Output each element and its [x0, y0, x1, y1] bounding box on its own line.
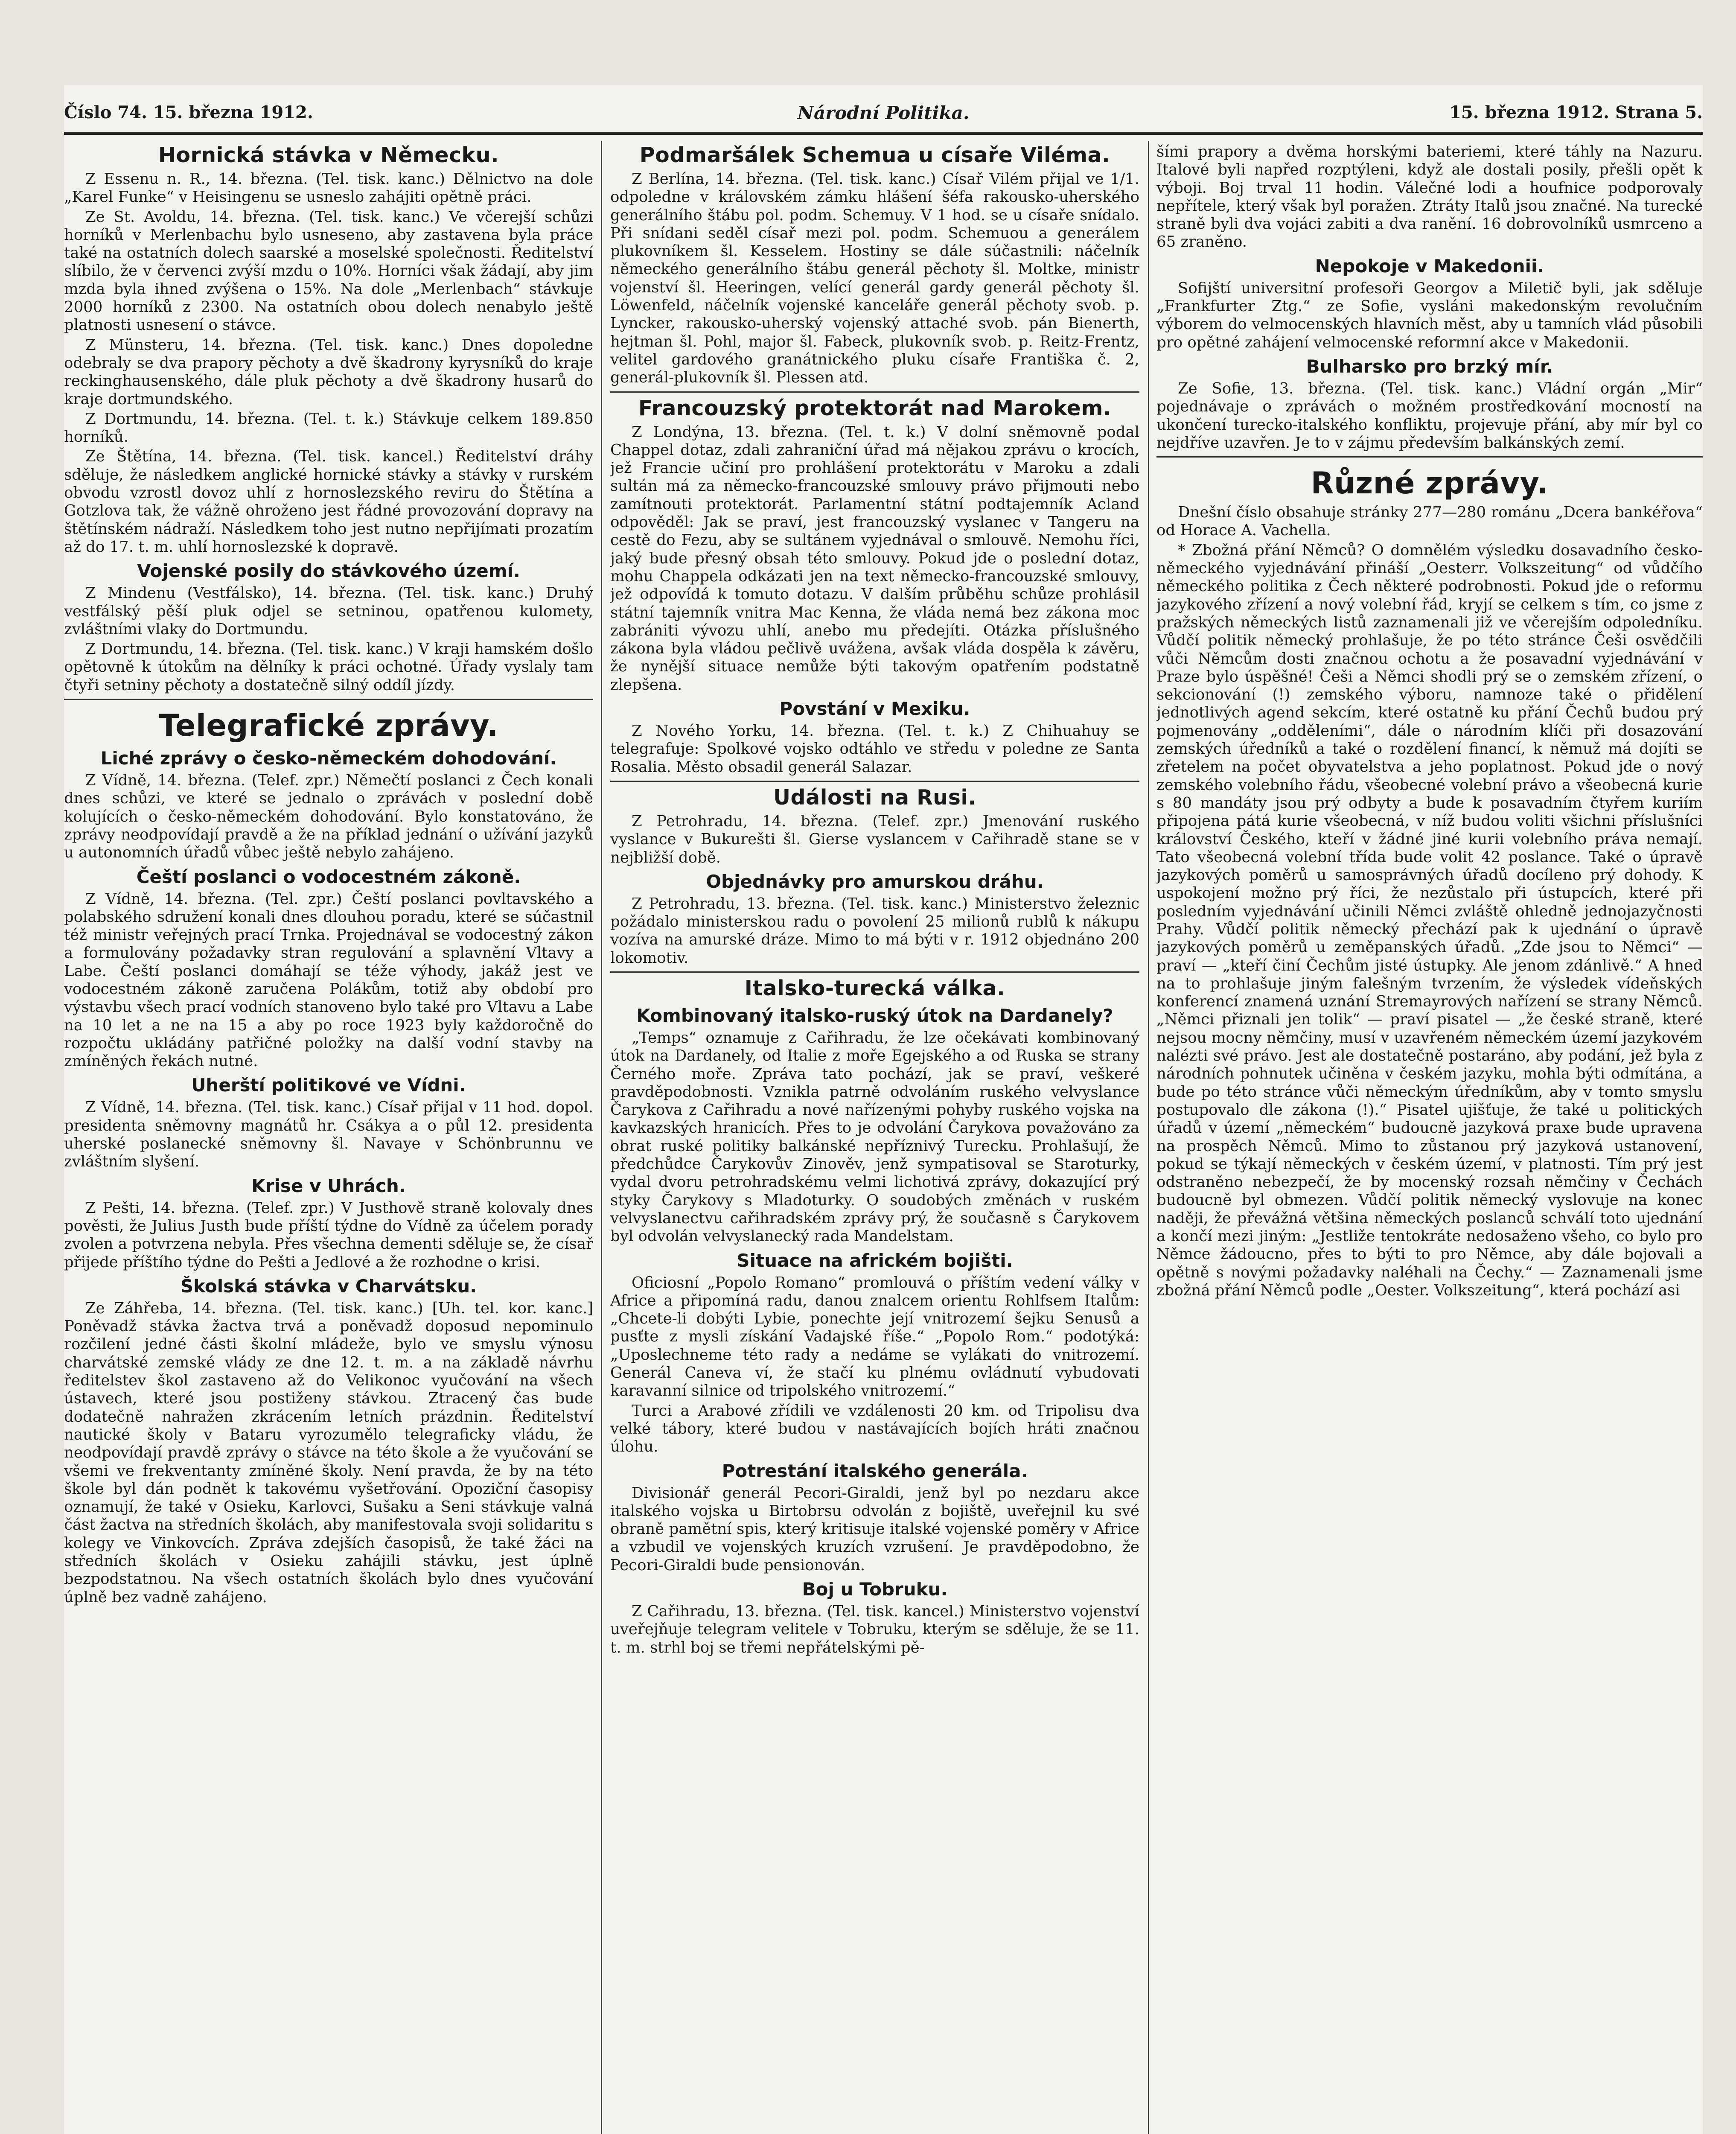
article-subheadline: Bulharsko pro brzký mír. [1306, 356, 1553, 377]
newspaper-page [64, 85, 1703, 2134]
article-paragraph: šími prapory a dvěma horskými bateriemi, které táhly na Nazuru. Italové byli napřed rozptýleni, když ale dostali posily, přešli opět k výboji. Boj trval 11 hodin. Válečné lodi a houfnice podporovaly nepřítele, který však byl poražen. Ztráty Italů jsou značné. Na turecké straně byli dva vojáci zabiti a dva ranění. 16 dobrovolníků usmrceno a 65 zraněno. [1156, 143, 1703, 251]
article-subheadline: Povstání v Mexiku. [779, 698, 970, 720]
article-subheadline: Boj u Tobruku. [802, 1579, 948, 1600]
article-paragraph: Turci a Arabové zřídili ve vzdálenosti 20 km. od Tripolisu dva velké tábory, které budou v nastávajících bojích hráti značnou úlohu. [610, 1402, 1139, 1456]
top-rule [64, 132, 1703, 135]
article-subheadline: Krise v Uhrách. [251, 1175, 406, 1196]
article-paragraph: Z Vídně, 14. března. (Telef. zpr.) Němečtí poslanci z Čech konali dnes schůzi, ve které se jednalo o zprávách v poslední době kolujících o česko-německém dohodování. Bylo konstatováno, že zprávy neodpovídají pravdě a že na příklad jednání o užívání jazyků u autonomních úřadů vůbec ještě nebylo zahájeno. [64, 772, 593, 862]
article-subheadline: Nepokoje v Makedonii. [1315, 255, 1544, 277]
column-divider [1148, 141, 1149, 2134]
article-subheadline: Uherští politikové ve Vídni. [191, 1075, 466, 1096]
article-paragraph: * Zbožná přání Němců? O domnělém výsledku dosavadního česko-německého vyjednávání přináší „Oesterr. Volkszeitung“ od vůdčího německého politika z Čech některé podrobnosti. Pokud jde o reformu jazykového zřízení a nový volební řád, kryjí se celkem s tím, co jsme z pražských německých listů zaznamenali již ve včerejším odpoledníku. Vůdčí politik německý prohlašuje, že po této stránce Češi osvědčili vůči Němcům dosti značnou ochotu a že posavadní vyjednávání v Praze bylo úspěšné! Češi a Němci shodli prý se o zemském zřízení, o sekcionování (!) zemského výboru, namnoze také o přidělení jednotlivých agend sekcím, které ostatně ku přání Čechů budou prý pojmenovány „odděleními“, dále o národním klíči při dosazování zemských úředníků a také o rozdělení financí, k němuž má dojíti se zřetelem na počet obyvatelstva a jeho poplatnost. Pokud jde o nový zemského volebního řádu, všeobecné volební právo a všeobecná kurie s 80 mandáty jsou prý odbyty a bude k posavadním čtyřem kuriím připojena pátá kurie všeobecná, v níž budou voliti všichni příslušníci království Českého, kteří v žádné jiné kurii volebního práva nemají. Tato všeobecná volební třída bude volit 42 poslance. Také o úpravě jazykových poměrů u samosprávných úřadů docíleno prý dohody. K uspokojení možno prý říci, že nezůstalo při ústupcích, které při posledním vyjednávání učinili Němci zvláště ohledně jednojazyčnosti Prahy. Vůdčí politik německý přechází pak k ujednání o úpravě jazykových poměrů u zeměpanských úřadů. „Zde jsou to Němci“ — praví — „kteří činí Čechům jisté ústupky. Ale jenom zdánlivě.“ A hned na to prohlašuje jiným falešným tvrzením, že výsledek vídeňských konferencí znamená uznání Stremayrových nařízení se strany Němců. „Němci přiznali jen tolik“ — praví pisatel — „že české straně, které nejsou mocny němčiny, musí v uzavřeném německém území jazykovém nalézti své právo. Jest ale dostatečně postaráno, aby podání, jež byla z národních pohnutek učiněna v českém jazyku, mohla býti odmítána, a bude po této stránce vůči německým úředníkům, aby v tomto smyslu postupovalo dle zákona (!).“ Pisatel ujišťuje, že také u politických úřadů v území „německém“ budoucně jazyková praxe bude upravena na prospěch Němců. Mimo to zůstanou prý jazyková ustanovení, pokud se týkají německých v českém území, v platnosti. Tím prý jest odstraněno nebezpečí, že by mocenský rozsah němčiny v Čechách budoucně byl obmezen. Vůdčí politik německý vyslovuje na konec naději, že převážná většina německých poslanců schválí toto ujednání a končí mezi jiným: „Jestliže tentokráte nedosaženo všeho, co bylo pro Němce žádoucno, přes to býti to pro Němce, aby dále bojovali a opětně s novými požadavky naléhali na Čechy.“ — Zaznamenali jsme zbožná přání Němců podle „Oester. Volkszeitung“, která pochází asi [1156, 541, 1703, 1299]
article-paragraph: Oficiosní „Popolo Romano“ promlouvá o příštím vedení války v Africe a připomíná radu, danou znalcem orientu Rohlfsem Italům: „Chcete-li dobýti Lybie, ponechte její vnitrozemí šejku Senusů a pusťte z mysli získání Vadajské říše.“ „Popolo Rom.“ podotýká: „Uposlechneme této rady a nedáme se vylákati do vnitrozemí. Generál Caneva ví, že stačí ku plnému ovládnutí vybudovati karavanní silnice od tripolského vnitrozemí.“ [610, 1274, 1139, 1400]
column-3 [1156, 143, 1703, 2134]
article-paragraph: Z Vídně, 14. března. (Tel. tisk. kanc.) Císař přijal v 11 hod. dopol. presidenta sněmovny magnátů hr. Csákya a o půl 12. presidenta uherské poslanecké sněmovny šl. Navaye v Schönbrunnu ve zvláštním slyšení. [64, 1099, 593, 1171]
column-1 [64, 143, 593, 2134]
article-paragraph: Z Münsteru, 14. března. (Tel. tisk. kanc.) Dnes dopoledne odebraly se dva prapory pěchoty a dvě škadrony kyrysníků do kraje reckinghausenského, dále pluk pěchoty a dvě škadrony husarů do kraje dortmundského. [64, 336, 593, 408]
article-subheadline: Situace na africkém bojišti. [737, 1250, 1013, 1271]
article-paragraph: Ze St. Avoldu, 14. března. (Tel. tisk. kanc.) Ve včerejší schůzi horníků v Merlenbachu bylo usneseno, aby zastavena byla práce také na ostatních dolech saarské a moselské společnosti. Ředitelství slíbilo, že v červenci zvýší mzdu o 10%. Horníci však žádají, aby jim mzda byla ihned zvýšena o 15%. Na dole „Merlenbach“ stávkuje 2000 horníků z 2300. Na ostatních obou dolech nenabylo ještě platnosti usnesení o stávce. [64, 208, 593, 334]
page-date-number: 15. března 1912. Strana 5. [1449, 102, 1703, 122]
article-paragraph: Ze Záhřeba, 14. března. (Tel. tisk. kanc.) [Uh. tel. kor. kanc.] Poněvadž stávka žactva trvá a poněvadž doposud nepominulo rozčilení jedné části školní mládeže, bylo ve smyslu výnosu charvátské zemské vlády ze dne 12. t. m. a na základě návrhu ředitelstev škol zastaveno až do Velikonoc vyučování na všech ústavech, které jsou postiženy stávkou. Ztracený čas bude dodatečně nahražen zkrácením letních prázdnin. Ředitelství nautické školy v Bataru vyrozumělo telegraficky vládu, že neodpovídají pravdě zprávy o stávce na této škole a že vyučování se všemi ve frekventanty zmíněné školy. Není pravda, že by na této škole byl dán podnět k takovému vyšetřování. Opoziční časopisy oznamují, že také v Osieku, Karlovci, Sušaku a Seni stávkuje valná část žactva na středních školách, aby manifestovala svoji solidaritu s kolegy ve Vinkovcích. Zpráva zdejších časopisů, že také žáci na středních školách v Osieku zahájili stávku, jest úplně bezpodstatnou. Na všech ostatních školách bylo dnes vyučování úplně bez vadně zahájeno. [64, 1299, 593, 1606]
article-paragraph: Z Dortmundu, 14. března. (Tel. t. k.) Stávkuje celkem 189.850 horníků. [64, 410, 593, 446]
newspaper-title: Národní Politika. [797, 102, 970, 123]
column-2 [610, 143, 1139, 2134]
article-paragraph: Sofijští universitní profesoři Georgov a Miletič byli, jak sděluje „Frankfurter Ztg.“ ze Sofie, vysláni makedonským revolučním výborem do velmocenských hlavních měst, aby u tamních vlád působili pro opětné zahájení velmocenské reformní akce v Makedonii. [1156, 279, 1703, 351]
article-paragraph: Z Nového Yorku, 14. března. (Tel. t. k.) Z Chihuahuy se telegrafuje: Spolkové vojsko odtáhlo ve středu v poledne ze Santa Rosalia. Město obsadil generál Salazar. [610, 722, 1139, 776]
article-paragraph: Dnešní číslo obsahuje stránky 277—280 románu „Dcera bankéřova“ od Horace A. Vachella. [1156, 504, 1703, 539]
article-paragraph: Z Petrohradu, 13. března. (Tel. tisk. kanc.) Ministerstvo železnic požádalo ministerskou radu o povolení 25 milionů rublů k nákupu vozíva na amurské dráze. Mimo to má býti v r. 1912 objednáno 200 lokomotiv. [610, 895, 1139, 967]
article-paragraph: „Temps“ oznamuje z Cařihradu, že lze očekávati kombinovaný útok na Dardanely, od Italie z moře Egejského a od Ruska se strany Černého moře. Zpráva tato pochází, jak se praví, veškeré pravděpodobnosti. Vznikla patrně odvoláním ruského velvyslance Čarykova z Cařihradu a nové nařízenými pohyby ruského vojska na kavkazských hranicích. Přes to je odvolání Čarykova považováno za obrat ruské politiky balkánské nepříznivý Turecku. Prohlašují, že předchůdce Čarykovův Zinověv, jenž sympatisoval se Staroturky, vydal dvoru petrohradskému velmi lichotivá zprávy, dokazující prý styky Čarykovy s Mladoturky. O soudobých změnách v ruském velvyslanectvu cařihradském zprávy prý, že současně s Čarykovem byl odvolán velvyslanecký rada Mandelstam. [610, 1029, 1139, 1245]
article-subheadline: Potrestání italského generála. [722, 1460, 1028, 1481]
article-paragraph: Z Dortmundu, 14. března. (Tel. tisk. kanc.) V kraji hamském došlo opětovně k útokům na dělníky k práci ochotné. Úřady vyslaly tam čtyři setniny pěchoty a dostatečně silný oddíl jízdy. [64, 640, 593, 694]
article-subheadline: Objednávky pro amurskou dráhu. [706, 871, 1044, 892]
article-headline: Italsko-turecká válka. [744, 976, 1005, 1000]
article-headline: Francouzský protektorát nad Marokem. [638, 396, 1112, 420]
article-subheadline: Vojenské posily do stávkového území. [137, 560, 520, 582]
article-paragraph: Z Cařihradu, 13. března. (Tel. tisk. kancel.) Ministerstvo vojenství uveřejňuje telegram velitele v Tobruku, kterým se sděluje, že se 11. t. m. strhl boj se třemi nepřátelskými pě- [610, 1603, 1139, 1656]
article-subheadline: Čeští poslanci o vodocestném zákoně. [136, 866, 521, 887]
section-rule [64, 699, 593, 700]
article-paragraph: Z Essenu n. R., 14. března. (Tel. tisk. kanc.) Dělnictvo na dole „Karel Funke“ v Heisingenu se usneslo zahájiti opětně práci. [64, 170, 593, 206]
section-rule [1156, 456, 1703, 458]
article-paragraph: Z Londýna, 13. března. (Tel. t. k.) V dolní sněmovně podal Chappel dotaz, zdali zahraniční úřad má nějakou zprávu o krocích, jež Francie učiní pro prohlášení protektorátu v Maroku a zdali sultán má za německo-francouzské smlouvy právo přijmouti nebo zamítnouti protektorát. Parlamentní státní podtajemník Acland odpověděl: Jak se praví, jest francouzský vyslanec v Tangeru na cestě do Fezu, aby se sultánem vyjednával o smlouvě. Nemohu říci, jaký bude přesný obsah této smlouvy. Pokud jde o poslední dotaz, mohu Chappela odkázati jen na text německo-francouzské smlouvy, jež odpovídá k tomuto dotazu. V dalším průběhu schůze prohlásil státní tajemník vnitra Mac Kenna, že vláda nemá bez zákona moc zabrániti vývozu uhlí, anebo mu předejíti. Otázka příslušného zákona byla vládou pečlivě uvážena, avšak vláda dospěla k závěru, že nynější situace nemůže býti takovým opatřením podstatně zlepšena. [610, 423, 1139, 694]
issue-number-date: Číslo 74. 15. března 1912. [64, 102, 313, 122]
article-paragraph: Divisionář generál Pecori-Giraldi, jenž byl po nezdaru akce italského vojska u Birtobrsu odvolán z bojiště, uveřejnil ku své obraně pamětní spis, který kritisuje italské vojenské poměry v Africe a vzbudil ve vojenských kruzích vzrušení. Je pravděpodobno, že Pecori-Giraldi bude pensionován. [610, 1484, 1139, 1574]
article-headline: Různé zprávy. [1311, 466, 1549, 501]
article-paragraph: Z Berlína, 14. března. (Tel. tisk. kanc.) Císař Vilém přijal ve 1/1. odpoledne v královském zámku hlášení šéfa rakousko-uherského generálního štábu pol. podm. Schemuy. V 1 hod. se u císaře snídalo. Při snídani seděl císař mezi pol. podm. Schemuou a generálem plukovníkem šl. Kesselem. Hostiny se dále súčastnili: náčelník německého generálního štábu generál pěchoty šl. Moltke, ministr vojenství šl. Heeringen, velící generál gardy generál pěchoty šl. Löwenfeld, náčelník vojenské kanceláře generál pěchoty svob. p. Lyncker, rakousko-uherský vojenský attaché svob. pán Bienerth, hejtman šl. Pohl, major šl. Fabeck, plukovník svob. p. Reitz-Frentz, velitel gardového granátnického pluku císaře Františka č. 2, generál-plukovník šl. Plessen atd. [610, 170, 1139, 387]
section-rule [610, 391, 1139, 393]
article-paragraph: Z Pešti, 14. března. (Telef. zpr.) V Justhově straně kolovaly dnes pověsti, že Julius Justh bude příští týdne do Vídně za účelem porady zvolen a potvrzena nebyla. Přes všechna dementi sděluje se, že císař přijede příštího týdne do Pešti a Jedlové a že rozhodne o krisi. [64, 1199, 593, 1271]
article-headline: Podmaršálek Schemua u císaře Viléma. [639, 143, 1110, 167]
article-subheadline: Liché zprávy o česko-německém dohodování. [100, 748, 557, 769]
masthead [64, 98, 1703, 132]
article-subheadline: Kombinovaný italsko-ruský útok na Dardanely? [636, 1005, 1113, 1026]
article-paragraph: Ze Štětína, 14. března. (Tel. tisk. kancel.) Ředitelství dráhy sděluje, že následkem anglické hornické stávky a stávky v rurském obvodu vzrostl dovoz uhlí z hornoslezského reviru do Štětína a Gotzlova tak, že vážně ohroženo jest řádné provozování dopravy na štětínském nádraží. Následkem toho jest nutno nepřijímati prozatím až do 17. t. m. uhlí hornoslezské k dopravě. [64, 448, 593, 556]
article-headline: Telegrafické zprávy. [159, 708, 498, 743]
section-rule [610, 781, 1139, 782]
section-rule [610, 971, 1139, 973]
column-divider [601, 141, 602, 2134]
article-paragraph: Z Petrohradu, 14. března. (Telef. zpr.) Jmenování ruského vyslance v Bukurešti šl. Gierse vyslancem v Cařihradě stane se v nejbližší době. [610, 812, 1139, 866]
article-paragraph: Ze Sofie, 13. března. (Tel. tisk. kanc.) Vládní orgán „Mir“ pojednávaje o zprávách o možném prostředkování mocností na ukončení turecko-italského konfliktu, projevuje přání, aby mír byl co nejdříve uzavřen. Je to v zájmu především balkánských zemí. [1156, 379, 1703, 452]
article-headline: Události na Rusi. [773, 785, 976, 810]
article-paragraph: Z Mindenu (Vestfálsko), 14. března. (Tel. tisk. kanc.) Druhý vestfálský pěší pluk odjel se setninou, opatřenou kulomety, zvláštními vlaky do Dortmundu. [64, 584, 593, 638]
article-headline: Hornická stávka v Německu. [158, 143, 499, 167]
article-paragraph: Z Vídně, 14. března. (Tel. zpr.) Čeští poslanci povltavského a polabského sdružení konali dnes dlouhou poradu, které se súčastnil též ministr veřejných prací Trnka. Projednával se vodocestný zákon a formulovány požadavky stran regulování a splavnění Vltavy a Labe. Čeští poslanci domáhají se téže výhody, jakáž jest ve vodocestném zákoně zaručena Polákům, totiž aby období pro výstavbu všech prací vodních stanoveno bylo také pro Vltavu a Labe na 10 let a ne na 15 a aby po roce 1923 byly každoročně do rozpočtu ukládány patřičné položky na další vodní stavby na zmíněných řekách nutné. [64, 890, 593, 1070]
article-subheadline: Školská stávka v Charvátsku. [180, 1275, 477, 1297]
